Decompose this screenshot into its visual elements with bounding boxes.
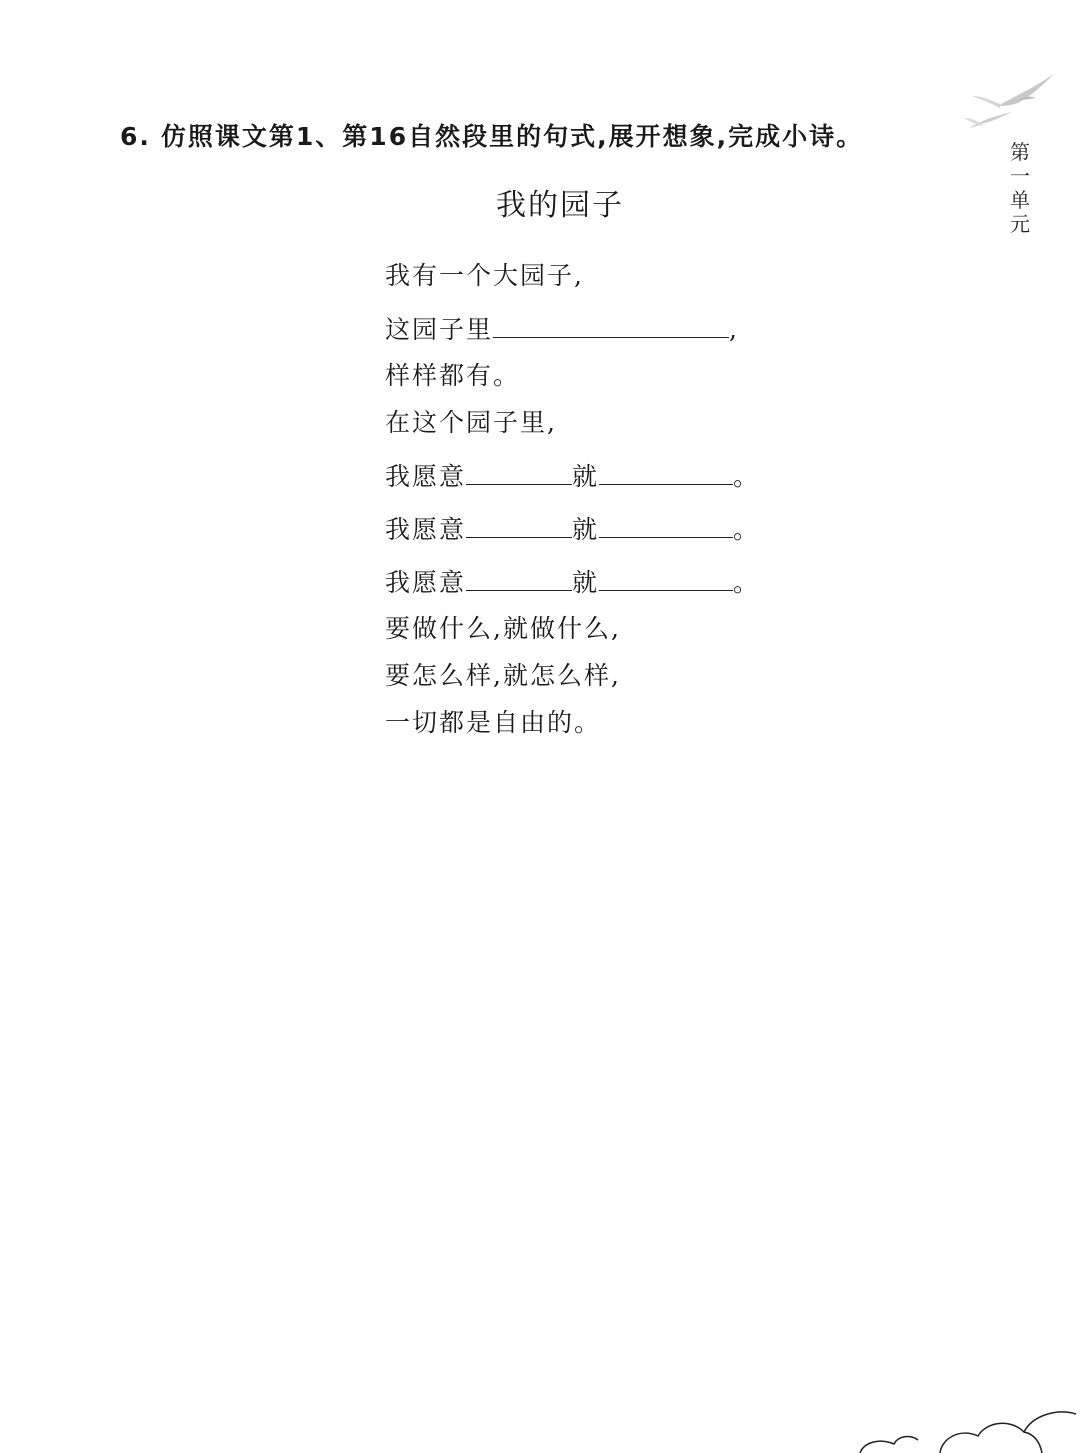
poem-punct: 。: [733, 515, 761, 544]
poem-title: 我的园子: [496, 188, 624, 223]
poem-line: 在这个园子里,: [385, 408, 557, 437]
poem-text: 这园子里: [385, 315, 494, 344]
unit-label-char: 元: [1010, 212, 1030, 236]
poem-line: 样样都有。: [385, 361, 521, 390]
poem-text: 就: [572, 515, 600, 544]
unit-label-char: 单: [1010, 188, 1030, 212]
answer-blank[interactable]: [599, 511, 733, 538]
poem-text: 就: [572, 568, 600, 597]
poem-line-wish: [385, 458, 760, 494]
poem-line: 我有一个大园子,: [385, 261, 584, 290]
answer-blank[interactable]: [599, 458, 733, 485]
poem-text: 我愿意: [385, 462, 467, 491]
poem-text: 就: [572, 462, 600, 491]
question-number: 6.: [120, 122, 151, 151]
question-prompt: [120, 112, 940, 162]
poem-line: 要怎么样,就怎么样,: [385, 661, 621, 690]
flying-birds-icon: [960, 66, 1070, 136]
cloud-outline-icon: [820, 1380, 1080, 1453]
answer-blank[interactable]: [466, 564, 572, 591]
unit-label-char: 第: [1010, 140, 1030, 164]
poem-line: 要做什么,就做什么,: [385, 614, 621, 643]
question-text: 仿照课文第1、第16自然段里的句式,展开想象,完成小诗。: [160, 122, 864, 151]
poem-punct: ,: [729, 315, 739, 344]
poem-line-wish: [385, 564, 760, 600]
poem-punct: 。: [733, 568, 761, 597]
answer-blank[interactable]: [599, 564, 733, 591]
answer-blank[interactable]: [466, 511, 572, 538]
poem-punct: 。: [733, 462, 761, 491]
unit-label-char: 一: [1010, 164, 1030, 188]
poem-text: 我愿意: [385, 515, 467, 544]
poem-line-wish: [385, 511, 760, 547]
answer-blank[interactable]: [466, 458, 572, 485]
poem-line: 一切都是自由的。: [385, 708, 602, 737]
answer-blank[interactable]: [493, 311, 729, 338]
poem-text: 我愿意: [385, 568, 467, 597]
poem-line-fill: [385, 311, 739, 347]
